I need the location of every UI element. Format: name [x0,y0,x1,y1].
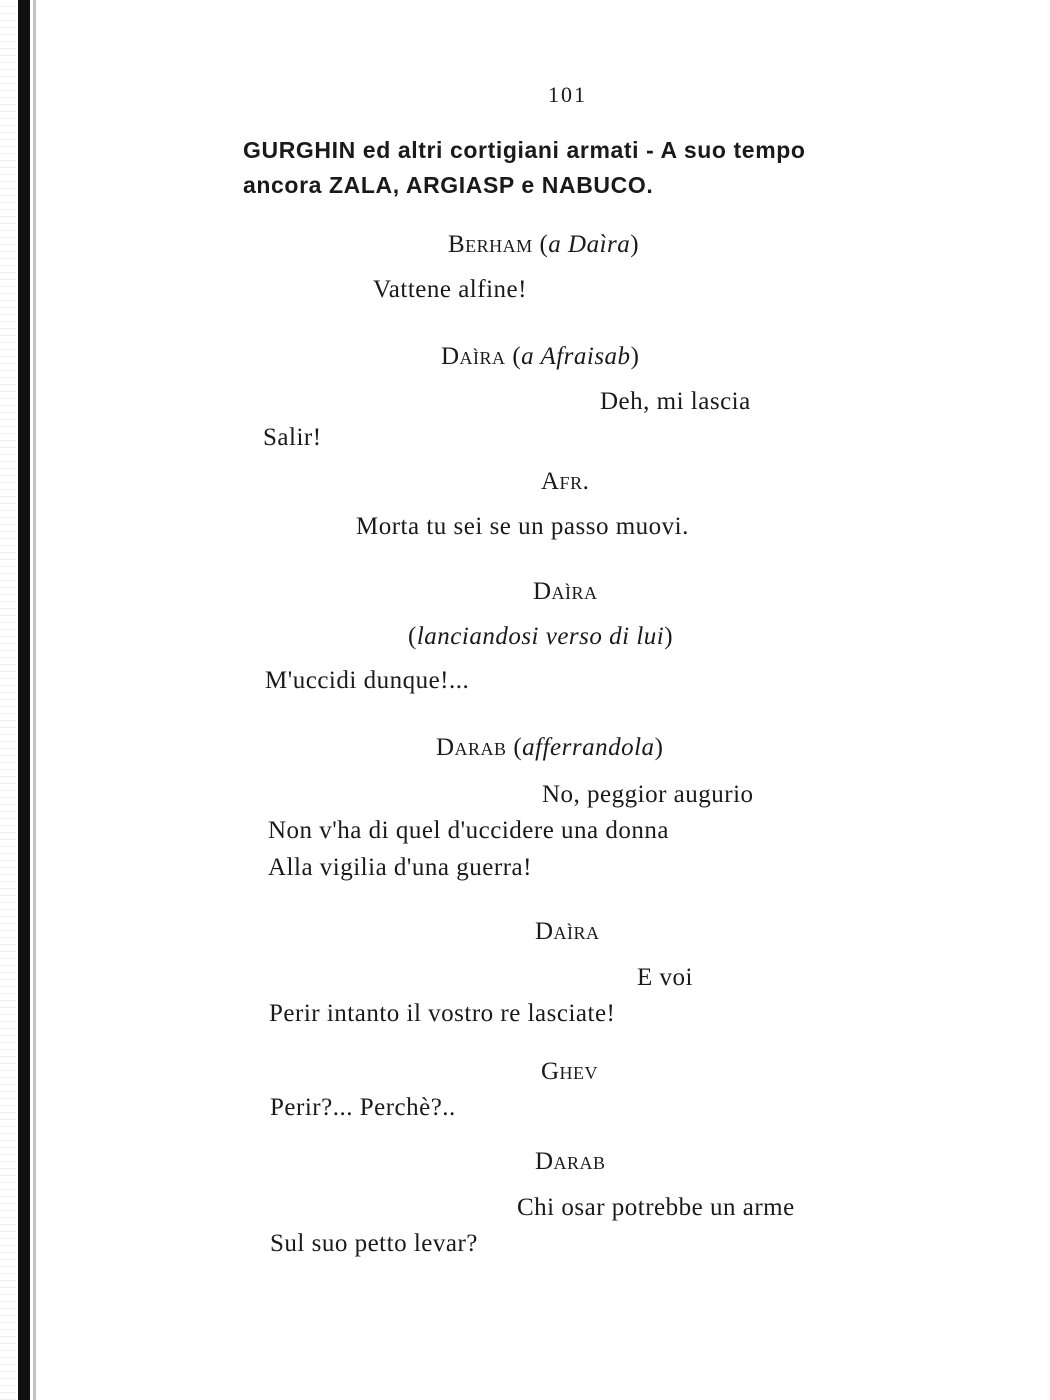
stage-direction-text: lanciandosi verso di lui [416,623,665,650]
speaker-name: Berham [448,231,533,258]
binding-edge [33,0,36,1400]
speaker-name: Daìra [533,578,598,605]
page-number: 101 [548,82,587,107]
verse-line: No, peggior augurio [542,781,754,808]
verse-line: Deh, mi lascia [600,388,751,415]
speaker-name: Darab [436,734,507,761]
speaker-line: Berham (a Daìra) [448,231,640,258]
verse-line: Perir?... Perchè?.. [270,1094,456,1121]
stage-direction: a Daìra [548,231,631,258]
verse-line: Salir! [263,424,322,451]
speaker-name: Daìra [441,343,506,370]
page-edge [0,0,16,1400]
speaker-name: Darab [535,1148,606,1175]
verse-line: Non v'ha di quel d'uccidere una donna [268,817,669,844]
stage-direction: (lanciandosi verso di lui) [408,623,674,650]
verse-line: Perir intanto il vostro re lasciate! [269,1000,616,1027]
stage-heading-line-1: GURGHIN ed altri cortigiani armati - A suo tempo [243,137,806,163]
verse-line: Alla vigilia d'una guerra! [268,854,532,881]
stage-heading-line-2: ancora ZALA, ARGIASP e NABUCO. [243,172,654,198]
verse-line: M'uccidi dunque!... [265,667,470,694]
verse-line: Vattene alfine! [373,276,527,303]
verse-line: Morta tu sei se un passo muovi. [356,513,689,540]
binding-shadow [18,0,30,1400]
speaker-name: Ghev [541,1058,599,1085]
verse-line: Chi osar potrebbe un arme [517,1194,795,1221]
stage-direction: a Afraisab [521,343,631,370]
stage-direction: afferrandola [522,734,655,761]
speaker-line: Darab (afferrandola) [436,734,664,761]
speaker-line: Daìra (a Afraisab) [441,343,640,370]
verse-line: E voi [637,964,693,991]
verse-line: Sul suo petto levar? [270,1230,478,1257]
speaker-name: Daìra [535,918,600,945]
speaker-name: Afr. [541,468,590,495]
